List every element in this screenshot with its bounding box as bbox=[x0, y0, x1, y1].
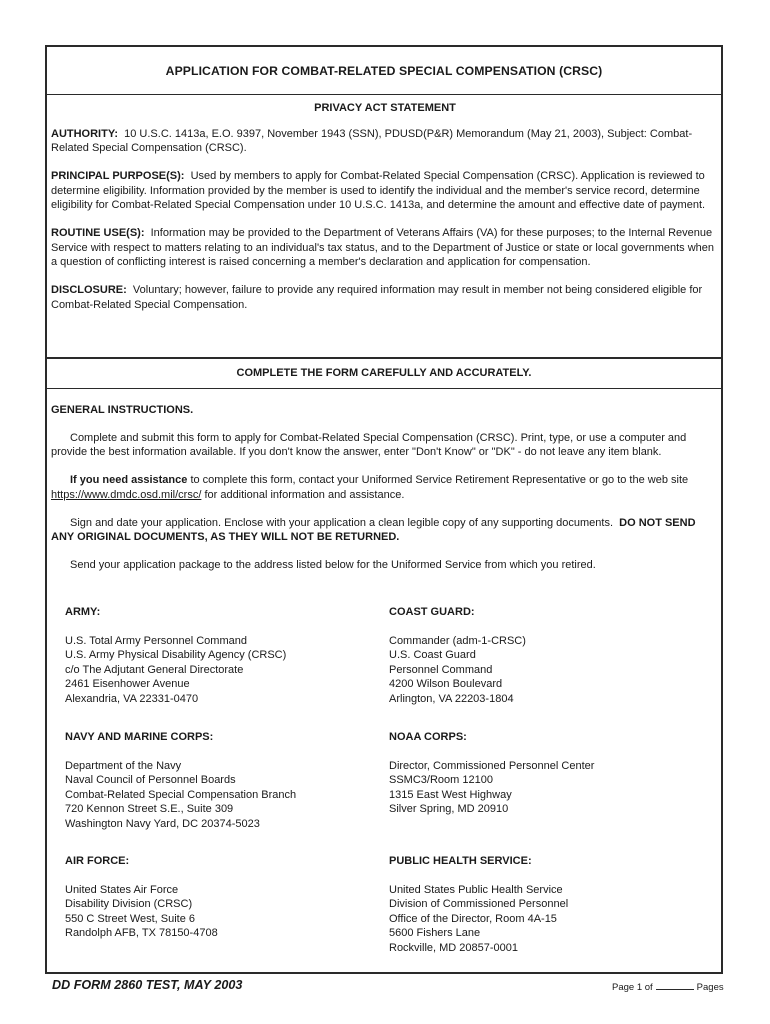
form-title: APPLICATION FOR COMBAT-RELATED SPECIAL COMPENSATION (CRSC) bbox=[165, 63, 603, 78]
send-text: Send your application package to the address listed below for the Uniformed Service from which you retired. bbox=[70, 559, 596, 571]
air-force-address bbox=[65, 854, 218, 941]
address-line: Rockville, MD 20857-0001 bbox=[389, 941, 519, 954]
routine-label: ROUTINE USE(S): bbox=[51, 227, 145, 239]
coast-guard-heading: COAST GUARD: bbox=[389, 606, 475, 618]
no-originals-warning: DO NOT SEND ANY ORIGINAL DOCUMENTS, AS THEY WILL NOT BE RETURNED. bbox=[51, 516, 696, 543]
address-line: Commander (adm-1-CRSC) bbox=[389, 634, 526, 647]
address-line: 2461 Eisenhower Avenue bbox=[65, 678, 190, 690]
navy-heading: NAVY AND MARINE CORPS: bbox=[65, 731, 214, 743]
address-line: 4200 Wilson Boulevard bbox=[389, 678, 503, 690]
send-paragraph bbox=[51, 558, 719, 573]
page-suffix: Pages bbox=[696, 982, 724, 993]
address-line: Naval Council of Personnel Boards bbox=[65, 774, 236, 786]
address-line: 5600 Fishers Lane bbox=[389, 927, 481, 939]
page-count bbox=[612, 980, 724, 993]
address-line: Combat-Related Special Compensation Branch bbox=[65, 788, 297, 801]
address-line: SSMC3/Room 12100 bbox=[389, 774, 493, 786]
purpose-text: Used by members to apply for Combat-Related Special Compensation (CRSC). Application is reviewed to determine eligibility. Information provided by the member is used to identify the individual and the member's service record, determine eligibility for Combat-Related Special Compensation under 10 U.S.C. 1413a, and determine the amount and effective date of payment. bbox=[51, 170, 706, 211]
address-line: Director, Commissioned Personnel Center bbox=[389, 759, 595, 772]
crsc-website-link[interactable]: https://www.dmdc.osd.mil/crsc/ bbox=[51, 488, 202, 501]
disclosure-label: DISCLOSURE: bbox=[51, 284, 127, 296]
address-line: c/o The Adjutant General Directorate bbox=[65, 663, 244, 676]
assistance-paragraph bbox=[51, 473, 719, 502]
assistance-text: to complete this form, contact your Uniformed Service Retirement Representative or go to the web site bbox=[190, 474, 689, 486]
disclosure-paragraph bbox=[51, 283, 719, 312]
public-health-heading: PUBLIC HEALTH SERVICE: bbox=[389, 855, 532, 867]
address-line: Washington Navy Yard, DC 20374-5023 bbox=[65, 817, 260, 830]
authority-paragraph bbox=[51, 127, 719, 156]
divider bbox=[47, 388, 721, 389]
assistance-bold: If you need assistance bbox=[70, 474, 188, 486]
address-line: United States Public Health Service bbox=[389, 883, 563, 896]
coast-guard-address bbox=[389, 605, 526, 706]
purpose-paragraph bbox=[51, 169, 719, 213]
disclosure-text: Voluntary; however, failure to provide any required information may result in member not being considered eligible for Combat-Related Special Compensation. bbox=[51, 284, 703, 311]
sign-text: Sign and date your application. Enclose with your application a clean legible copy of any supporting documents. bbox=[70, 516, 614, 529]
address-line: 720 Kennon Street S.E., Suite 309 bbox=[65, 803, 234, 815]
address-line: 550 C Street West, Suite 6 bbox=[65, 912, 196, 925]
address-line: Arlington, VA 22203-1804 bbox=[389, 692, 514, 705]
privacy-act-section bbox=[51, 94, 719, 326]
public-health-address bbox=[389, 854, 568, 955]
purpose-label: PRINCIPAL PURPOSE(S): bbox=[51, 170, 185, 182]
address-line: Silver Spring, MD 20910 bbox=[389, 803, 509, 815]
sign-paragraph bbox=[51, 516, 719, 545]
navy-address bbox=[65, 730, 296, 831]
address-line: 1315 East West Highway bbox=[389, 788, 512, 801]
routine-paragraph bbox=[51, 226, 719, 270]
total-pages-field[interactable] bbox=[656, 980, 694, 990]
address-line: United States Air Force bbox=[65, 883, 179, 896]
general-heading: GENERAL INSTRUCTIONS. bbox=[51, 404, 194, 416]
address-line: U.S. Army Physical Disability Agency (CRSC) bbox=[65, 649, 287, 661]
instruction-text: Complete and submit this form to apply for Combat-Related Special Compensation (CRSC). Print, type, or use a computer and provide the best information available. If you don't know the answer, enter "Don't Know" or "DK" - do not leave any item blank. bbox=[51, 431, 687, 458]
army-address bbox=[65, 605, 286, 706]
address-line: Department of the Navy bbox=[65, 759, 182, 772]
noaa-address bbox=[389, 730, 594, 817]
address-line: Division of Commissioned Personnel bbox=[389, 898, 569, 910]
address-line: Randolph AFB, TX 78150-4708 bbox=[65, 927, 218, 939]
general-instructions bbox=[51, 403, 719, 586]
address-line: U.S. Coast Guard bbox=[389, 649, 476, 661]
noaa-heading: NOAA CORPS: bbox=[389, 731, 467, 743]
routine-text: Information may be provided to the Department of Veterans Affairs (VA) for these purposes; to the Internal Revenue Service with respect to matters relating to an individual's tax status, and to the Department of Justice or state or local governments when a question of conflicting interest is raised concerning a member's declaration and application for compensation. bbox=[51, 227, 715, 268]
authority-label: AUTHORITY: bbox=[51, 127, 119, 140]
air-force-heading: AIR FORCE: bbox=[65, 855, 130, 867]
complete-notice: COMPLETE THE FORM CAREFULLY AND ACCURATELY. bbox=[236, 367, 532, 379]
form-identifier: DD FORM 2860 TEST, MAY 2003 bbox=[52, 978, 243, 992]
privacy-heading: PRIVACY ACT STATEMENT bbox=[314, 102, 456, 114]
address-line: U.S. Total Army Personnel Command bbox=[65, 634, 247, 647]
page-prefix: Page 1 of bbox=[612, 982, 653, 993]
address-line: Office of the Director, Room 4A-15 bbox=[389, 912, 557, 925]
instruction-paragraph bbox=[51, 431, 719, 460]
assistance-text-end: for additional information and assistance. bbox=[204, 488, 405, 501]
form-frame bbox=[45, 45, 723, 974]
address-line: Alexandria, VA 22331-0470 bbox=[65, 692, 199, 705]
address-line: Disability Division (CRSC) bbox=[65, 898, 193, 910]
army-heading: ARMY: bbox=[65, 606, 101, 618]
authority-text: 10 U.S.C. 1413a, E.O. 9397, November 1943 (SSN), PDUSD(P&R) Memorandum (May 21, 2003), Subject: Combat-Related Special Compensation (CRSC). bbox=[51, 127, 693, 154]
address-line: Personnel Command bbox=[389, 663, 493, 676]
